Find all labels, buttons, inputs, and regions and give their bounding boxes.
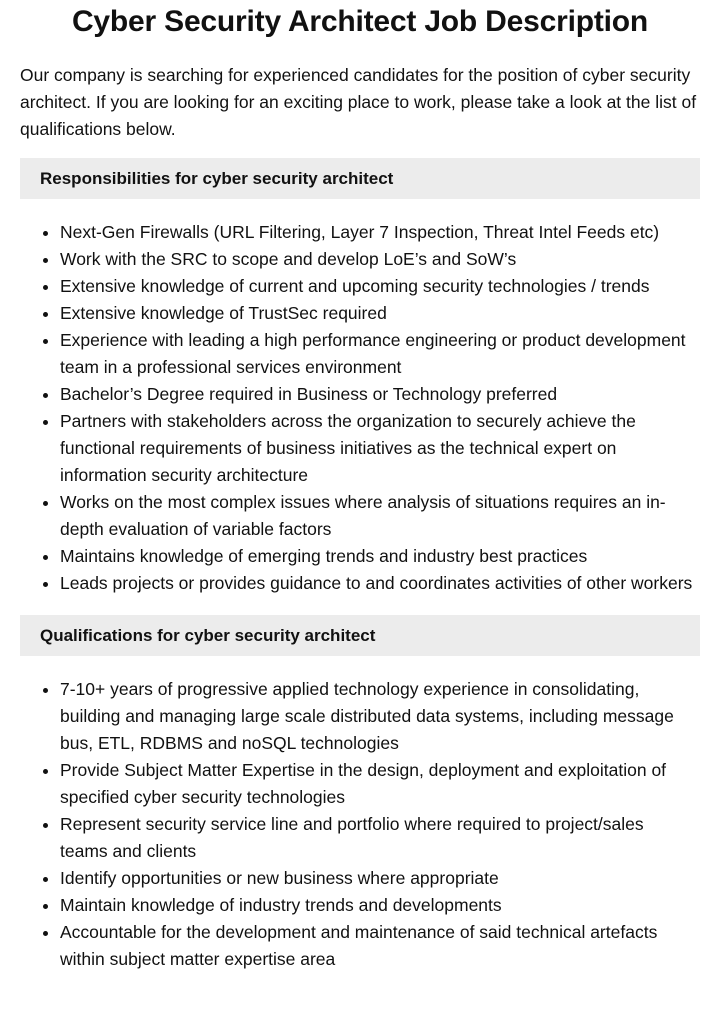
responsibilities-section: [0, 158, 720, 597]
list-item: • Works on the most complex issues where analysis of situations requires an in-depth evaluation of variable factors: [60, 489, 695, 543]
qualifications-list: [20, 676, 695, 973]
list-item: • Bachelor’s Degree required in Business or Technology preferred: [60, 381, 695, 408]
qualifications-section: [0, 615, 720, 973]
responsibilities-list: [20, 219, 695, 597]
list-item: • Partners with stakeholders across the organization to securely achieve the functional requirements of business initiatives as the technical expert on information security architecture: [60, 408, 695, 489]
page-title: Cyber Security Architect Job Description: [71, 5, 649, 38]
list-item: • 7-10+ years of progressive applied technology experience in consolidating, building and managing large scale distributed data systems, including message bus, ETL, RDBMS and noSQL technologies: [60, 676, 695, 757]
list-item: • Provide Subject Matter Expertise in the design, deployment and exploitation of specified cyber security technologies: [60, 757, 695, 811]
list-item: • Maintains knowledge of emerging trends and industry best practices: [60, 543, 695, 570]
section-heading: Responsibilities for cyber security architect: [20, 158, 700, 199]
list-item: • Next-Gen Firewalls (URL Filtering, Layer 7 Inspection, Threat Intel Feeds etc): [60, 219, 695, 246]
list-item: • Identify opportunities or new business where appropriate: [60, 865, 695, 892]
list-item: • Accountable for the development and maintenance of said technical artefacts within subject matter expertise area: [60, 919, 695, 973]
list-item: • Leads projects or provides guidance to and coordinates activities of other workers: [60, 570, 695, 597]
list-item: • Extensive knowledge of TrustSec required: [60, 300, 695, 327]
list-item: • Experience with leading a high performance engineering or product development team in a professional services environment: [60, 327, 695, 381]
intro-paragraph: Our company is searching for experienced candidates for the position of cyber security architect. If you are looking for an exciting place to work, please take a look at the list of qualifications below.: [20, 65, 697, 139]
list-item: • Work with the SRC to scope and develop LoE’s and SoW’s: [60, 246, 695, 273]
list-item: • Represent security service line and portfolio where required to project/sales teams and clients: [60, 811, 695, 865]
list-item: • Maintain knowledge of industry trends and developments: [60, 892, 695, 919]
section-heading: Qualifications for cyber security architect: [20, 615, 700, 656]
list-item: • Extensive knowledge of current and upcoming security technologies / trends: [60, 273, 695, 300]
